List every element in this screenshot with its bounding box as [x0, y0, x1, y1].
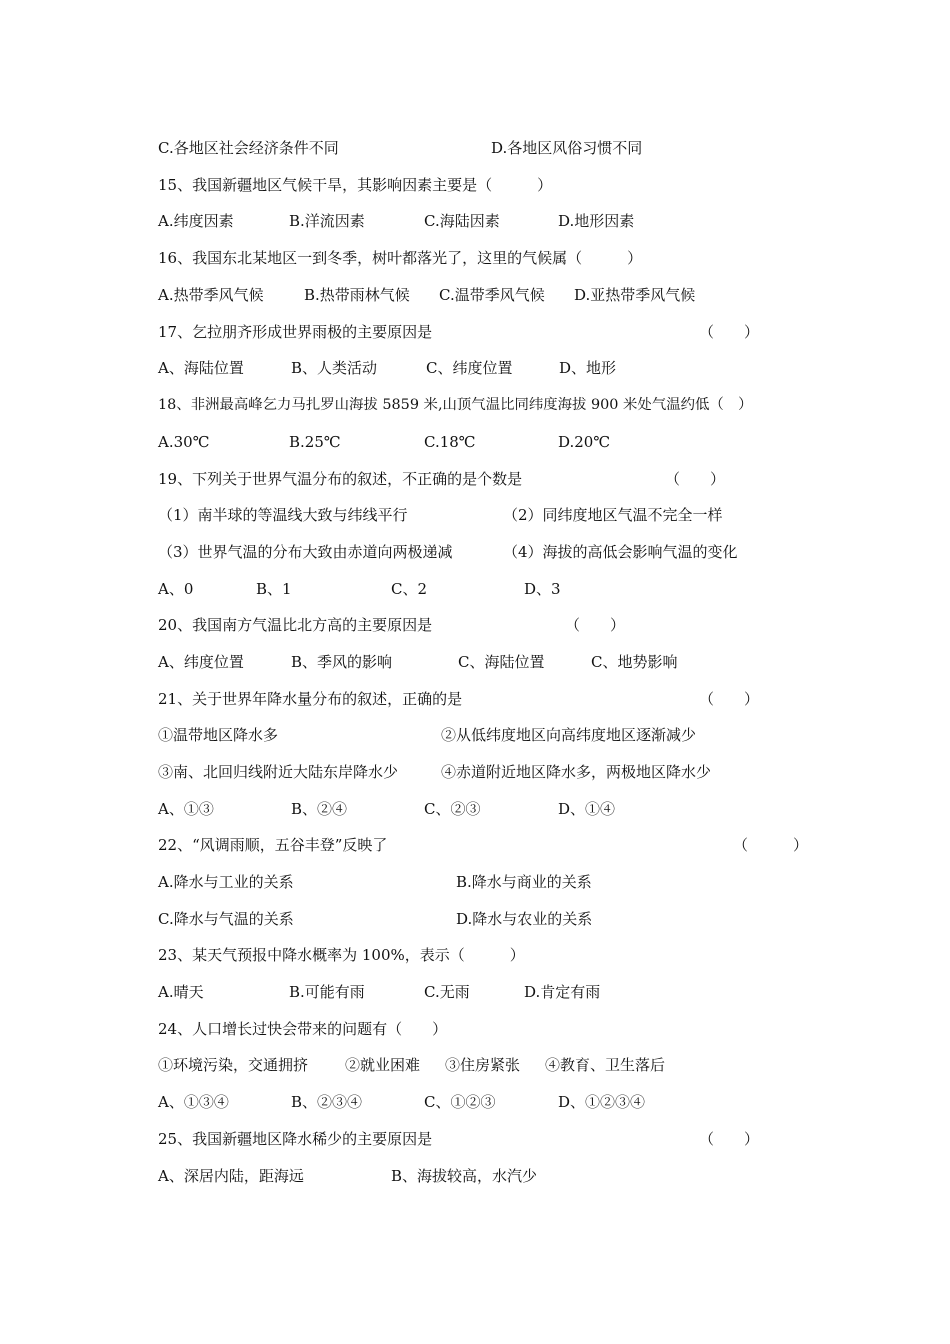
- option-d: C、地势影响: [591, 653, 678, 671]
- statement-1: （1）南半球的等温线大致与纬线平行: [158, 506, 408, 524]
- option-b: B.降水与商业的关系: [456, 873, 592, 891]
- question-text: 23、某天气预报中降水概率为 100%，表示（ ）: [158, 946, 525, 964]
- option-d: D.肯定有雨: [524, 983, 601, 1001]
- answer-bracket: （ ）: [565, 616, 626, 634]
- option-d: D、3: [524, 580, 561, 598]
- option-c: C.降水与气温的关系: [158, 910, 294, 928]
- option-c: C、海陆位置: [458, 653, 545, 671]
- answer-bracket: （ ）: [665, 470, 726, 488]
- answer-bracket: （ ）: [699, 323, 760, 341]
- question-text: 22、“风调雨顺，五谷丰登”反映了: [158, 836, 388, 854]
- question-text: 17、乞拉朋齐形成世界雨极的主要原因是: [158, 323, 433, 341]
- statement-1: ①温带地区降水多: [158, 726, 279, 744]
- option-a: A、0: [158, 580, 194, 598]
- option-c: C.无雨: [424, 983, 470, 1001]
- statement-2: （2）同纬度地区气温不完全一样: [503, 506, 723, 524]
- option-a: A、①③④: [158, 1093, 229, 1111]
- option-a: A.晴天: [158, 983, 204, 1001]
- option-d: D、①②③④: [558, 1093, 646, 1111]
- statement-4: （4）海拔的高低会影响气温的变化: [503, 543, 738, 561]
- statement-4: ④赤道附近地区降水多，两极地区降水少: [441, 763, 712, 781]
- statement-3: ③南、北回归线附近大陆东岸降水少: [158, 763, 399, 781]
- option-c: C.各地区社会经济条件不同: [158, 139, 339, 157]
- option-d: D.20℃: [558, 433, 611, 451]
- question-text: 19、下列关于世界气温分布的叙述，不正确的是个数是: [158, 470, 523, 488]
- option-c: C、2: [391, 580, 428, 598]
- option-a: A.30℃: [158, 433, 210, 451]
- option-b: B、②④: [291, 800, 348, 818]
- option-c: C.海陆因素: [424, 212, 500, 230]
- option-b: B、海拔较高，水汽少: [391, 1167, 538, 1185]
- option-b: B、季风的影响: [291, 653, 393, 671]
- option-a: A.降水与工业的关系: [158, 873, 294, 891]
- option-b: B、1: [256, 580, 292, 598]
- option-d: D.降水与农业的关系: [456, 910, 593, 928]
- statement-3: ③住房紧张: [445, 1056, 521, 1074]
- q25-options: [158, 1166, 538, 1246]
- question-text: 20、我国南方气温比北方高的主要原因是: [158, 616, 433, 634]
- option-d: D.地形因素: [558, 212, 635, 230]
- option-c: C、②③: [424, 800, 481, 818]
- option-a: A、海陆位置: [158, 359, 244, 377]
- answer-bracket: （ ）: [733, 836, 809, 854]
- option-a: A、①③: [158, 800, 214, 818]
- question-text: 24、人口增长过快会带来的问题有（ ）: [158, 1020, 448, 1038]
- option-a: A、纬度位置: [158, 653, 244, 671]
- option-c: C、①②③: [424, 1093, 496, 1111]
- statement-4: ④教育、卫生落后: [545, 1056, 666, 1074]
- option-d: D.各地区风俗习惯不同: [491, 139, 643, 157]
- question-text: 18、非洲最高峰乞力马扎罗山海拔 5859 米,山顶气温比同纬度海拔 900 米处气温约低（ ）: [158, 397, 753, 413]
- statement-2: ②从低纬度地区向高纬度地区逐渐减少: [441, 726, 697, 744]
- statement-3: （3）世界气温的分布大致由赤道向两极递减: [158, 543, 453, 561]
- option-d: D、地形: [559, 359, 617, 377]
- question-text: 15、我国新疆地区气候干旱，其影响因素主要是（ ）: [158, 176, 553, 194]
- answer-bracket: （ ）: [699, 1130, 760, 1148]
- option-c: C.18℃: [424, 433, 476, 451]
- option-b: B.25℃: [289, 433, 341, 451]
- option-c: C.温带季风气候: [439, 286, 545, 304]
- option-b: B.可能有雨: [289, 983, 365, 1001]
- option-a: A.热带季风气候: [158, 286, 264, 304]
- option-b: B、②③④: [291, 1093, 363, 1111]
- statement-1: ①环境污染，交通拥挤: [158, 1056, 309, 1074]
- answer-bracket: （ ）: [699, 690, 760, 708]
- option-b: B、人类活动: [291, 359, 378, 377]
- question-text: 25、我国新疆地区降水稀少的主要原因是: [158, 1130, 433, 1148]
- question-text: 21、关于世界年降水量分布的叙述，正确的是: [158, 690, 463, 708]
- option-d: D.亚热带季风气候: [574, 286, 696, 304]
- option-b: B.热带雨林气候: [304, 286, 410, 304]
- option-a: A、深居内陆，距海远: [158, 1167, 304, 1185]
- option-a: A.纬度因素: [158, 212, 234, 230]
- question-text: 16、我国东北某地区一到冬季，树叶都落光了，这里的气候属（ ）: [158, 249, 643, 267]
- option-b: B.洋流因素: [289, 212, 365, 230]
- option-c: C、纬度位置: [426, 359, 513, 377]
- statement-2: ②就业困难: [345, 1056, 421, 1074]
- option-d: D、①④: [558, 800, 616, 818]
